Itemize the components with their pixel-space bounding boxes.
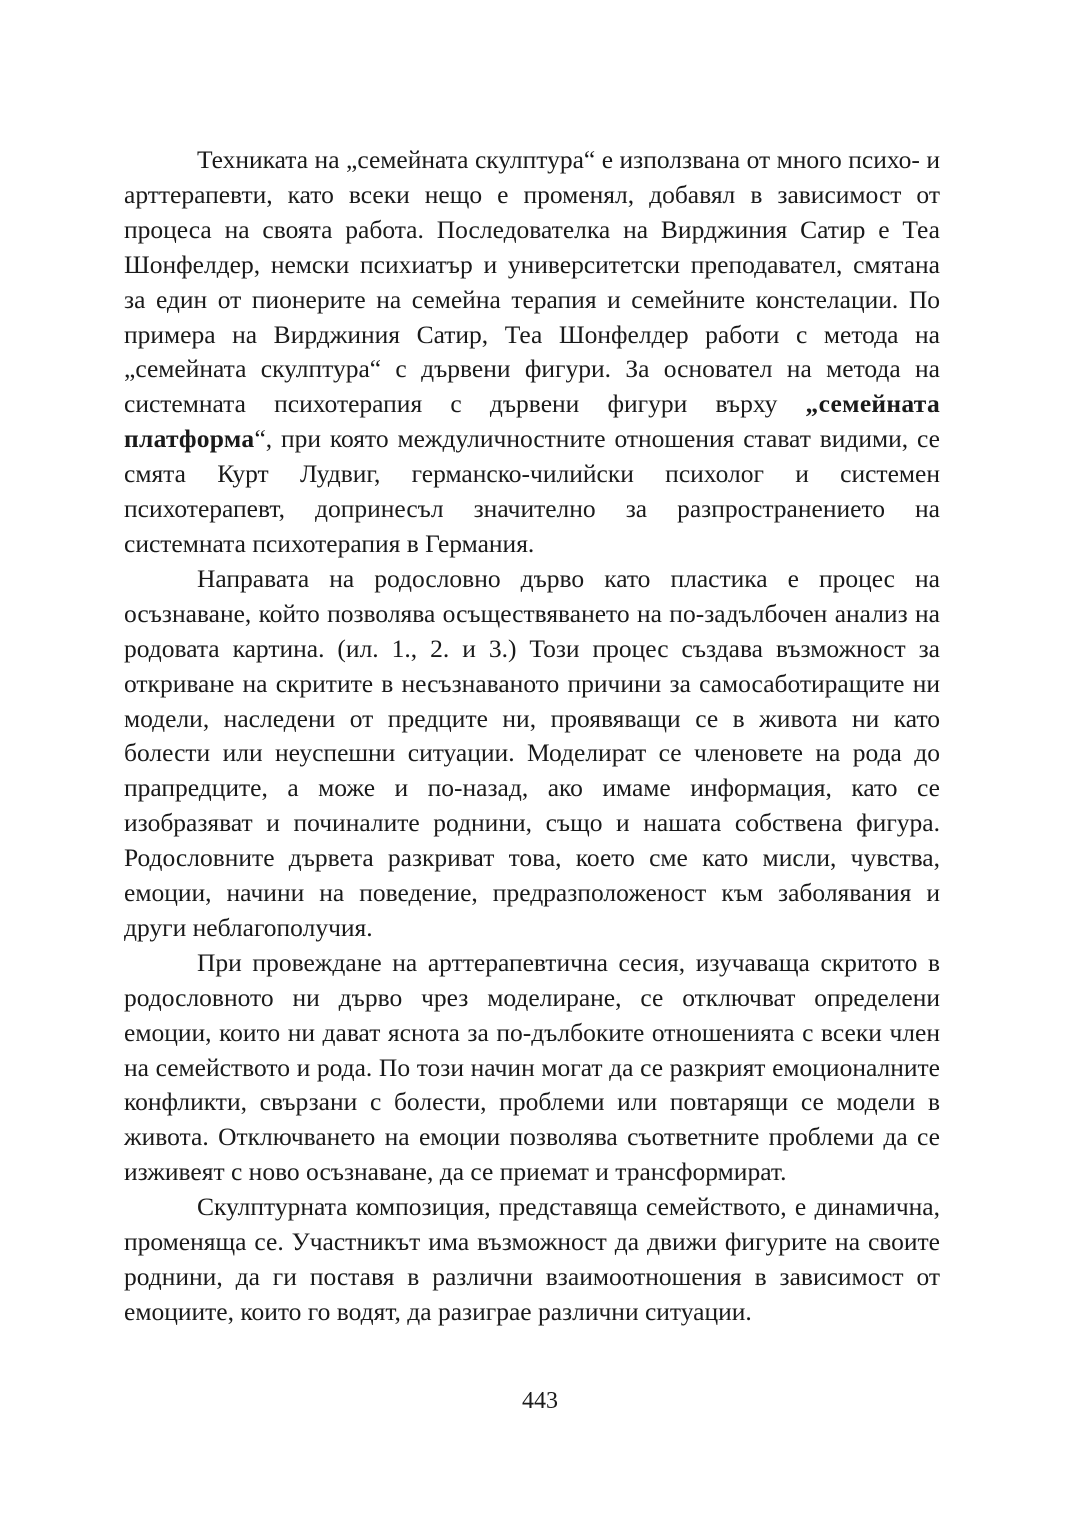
paragraph-4: Скулптурната композиция, представяща семейството, е динамична, променяща се. Участникът има възможност да движи фигурите на своите роднини, да ги поставя в различни взаимоотношения в зависимост от емоциите, които го водят, да разиграе различни ситуации. [124,1192,940,1326]
paragraph-1 [124,143,940,562]
paragraph-2: Направата на родословно дърво като пластика е процес на осъзнаване, който позволява осъществяването на по-задълбочен анализ на родовата картина. (ил. 1., 2. и 3.) Този процес създава възможност за откриване на скритите в несъзнаваното причини за самосаботиращите ни модели, наследени от предците ни, проявяващи се в живота ни като болести или неуспешни ситуации. Моделират се членовете на рода до прапредците, а може и по-назад, ако имаме информация, като се изобразяват и починалите роднини, също и нашата собствена фигура. Родословните дървета разкриват това, което сме като мисли, чувства, емоции, начини на поведение, предразположеност към заболявания и други неблагополучия. [124,563,940,942]
paragraph-3: При провеждане на арттерапевтична сесия, изучаваща скритото в родословното ни дърво чрез моделиране, се отключват определени емоции, които ни дават яснота за по-дълбоките отношенията с всеки член на семейството и рода. По този начин могат да се разкрият емоционалните конфликти, свързани с болести, проблеми или повтарящи се модели в живота. Отключването на емоции позволява съответните проблеми да се изживеят с ново осъзнаване, да се приемат и трансформират. [124,947,940,1187]
paragraph-1-continuation: “, при която междуличностните отношения стават видими, се смята Курт Лудвиг, германско-чилийски психолог и системен психотерапевт, допринесъл значително за разпространението на системната психотерапия в Германия. [124,424,940,558]
body-text [124,143,940,1330]
paragraph-1-text: Техниката на „семейната скулптура“ е използвана от много психо- и арттерапевти, като всеки нещо е променял, добавял в зависимост от процеса на своята работа. Последователка на Вирджиния Сатир е Теа Шонфелдер, немски психиатър и университетски преподавател, смятана за един от пионерите на семейна терапия и семейните констелации. По примера на Вирджиния Сатир, Теа Шонфелдер работи с метода на „семейната скулптура“ с дървени фигури. За основател на метода на системната психотерапия с дървени фигури върху [124,145,940,419]
page-number: 443 [522,1388,558,1414]
bold-term-semeynata-platforma: „семейната платформа [124,389,940,454]
